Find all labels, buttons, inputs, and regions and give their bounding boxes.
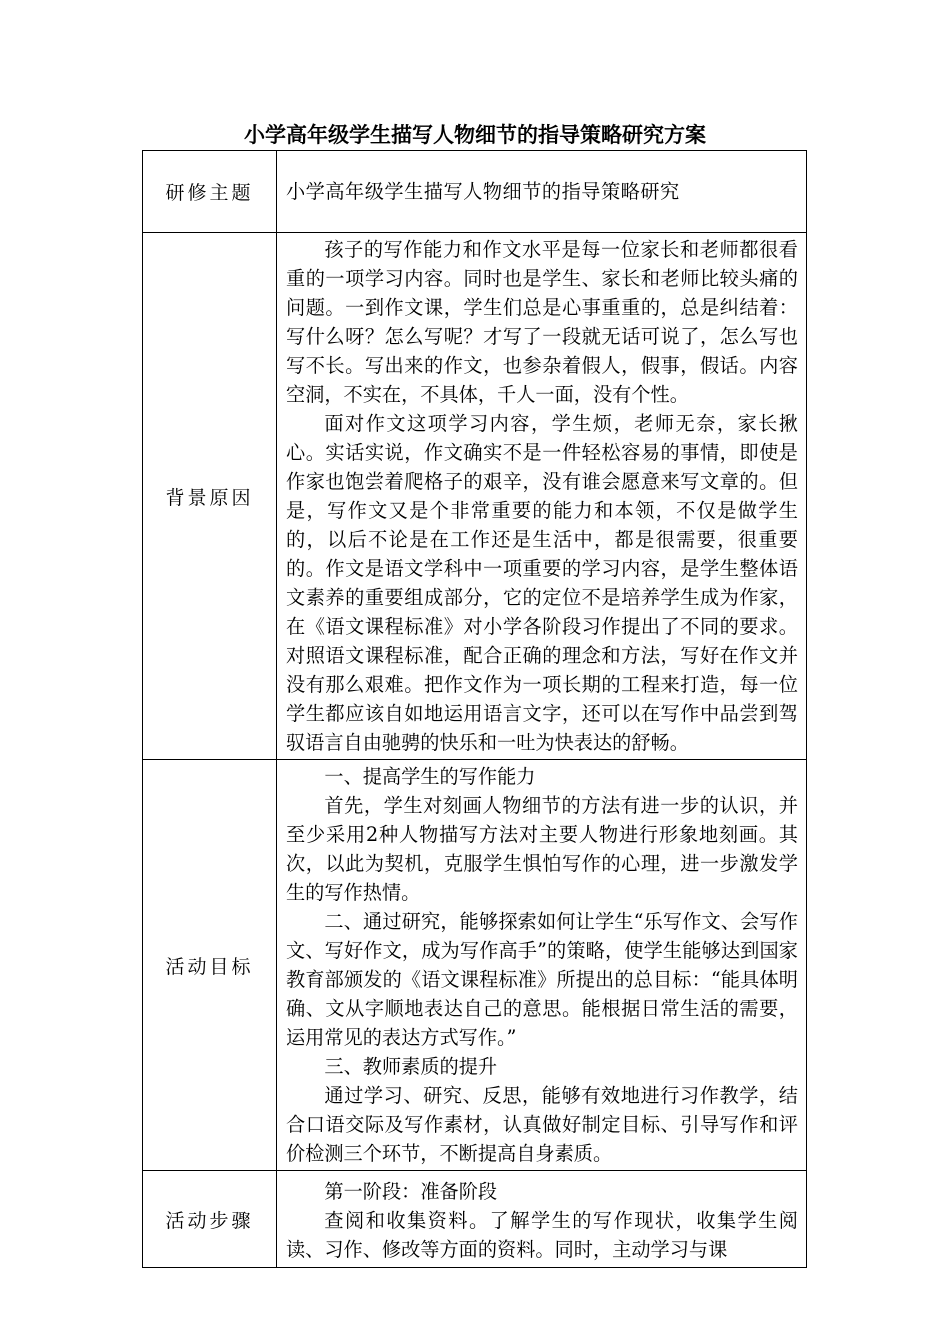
topic-label: 研修主题 (143, 151, 277, 233)
document-title: 小学高年级学生描写人物细节的指导策略研究方案 (244, 123, 706, 147)
table-row-background (143, 233, 807, 760)
goals-label: 活动目标 (143, 760, 277, 1171)
goals-heading: 一、提高学生的写作能力 (324, 765, 536, 788)
steps-content (277, 1171, 807, 1268)
table-row-goals (143, 760, 807, 1171)
goals-heading: 三、教师素质的提升 (324, 1055, 498, 1078)
table-row-steps (143, 1171, 807, 1268)
topic-text: 小学高年级学生描写人物细节的指导策略研究 (277, 151, 807, 233)
steps-heading: 第一阶段：准备阶段 (324, 1180, 498, 1203)
steps-paragraph: 查阅和收集资料。了解学生的写作现状，收集学生阅读、习作、修改等方面的资料。同时，主动学习与课 (286, 1209, 798, 1261)
background-label: 背景原因 (143, 233, 277, 760)
goals-content (277, 760, 807, 1171)
background-paragraph: 面对作文这项学习内容，学生烦，老师无奈，家长揪心。实话实说，作文确实不是一件轻松容易的事情，即使是作家也饱尝着爬格子的艰辛，没有谁会愿意来写文章的。但是，写作文又是个非常重要的能力和本领，不仅是做学生的，以后不论是在工作还是生活中，都是很需要，很重要的。作文是语文学科中一项重要的学习内容，是学生整体语文素养的重要组成部分，它的定位不是培养学生成为作家，在《语文课程标准》对小学各阶段习作提出了不同的要求。对照语文课程标准，配合正确的理念和方法，写好在作文并没有那么艰难。把作文作为一项长期的工程来打造，每一位学生都应该自如地运用语言文字，还可以在写作中品尝到驾驭语言自由驰骋的快乐和一吐为快表达的舒畅。 (286, 412, 798, 754)
background-paragraph: 孩子的写作能力和作文水平是每一位家长和老师都很看重的一项学习内容。同时也是学生、家长和老师比较头痛的问题。一到作文课，学生们总是心事重重的，总是纠结着：写什么呀？怎么写呢？才写了一段就无话可说了，怎么写也写不长。写出来的作文，也参杂着假人，假事，假话。内容空洞，不实在，不具体，千人一面，没有个性。 (286, 238, 798, 406)
background-content (277, 233, 807, 760)
goals-paragraph: 首先，学生对刻画人物细节的方法有进一步的认识，并至少采用2种人物描写方法对主要人物进行形象地刻画。其次，以此为契机，克服学生惧怕写作的心理，进一步激发学生的写作热情。 (286, 794, 798, 904)
goals-paragraph: 通过学习、研究、反思，能够有效地进行习作教学，结合口语交际及写作素材，认真做好制定目标、引导写作和评价检测三个环节，不断提高自身素质。 (286, 1084, 798, 1165)
steps-label: 活动步骤 (143, 1171, 277, 1268)
plan-table (142, 150, 807, 1268)
goals-paragraph: 二、通过研究，能够探索如何让学生“乐写作文、会写作文、写好作文，成为写作高手”的策略，使学生能够达到国家教育部颁发的《语文课程标准》所提出的总目标：“能具体明确、文从字顺地表达自己的意思。能根据日常生活的需要，运用常见的表达方式写作。” (286, 910, 798, 1049)
table-row-topic (143, 151, 807, 233)
